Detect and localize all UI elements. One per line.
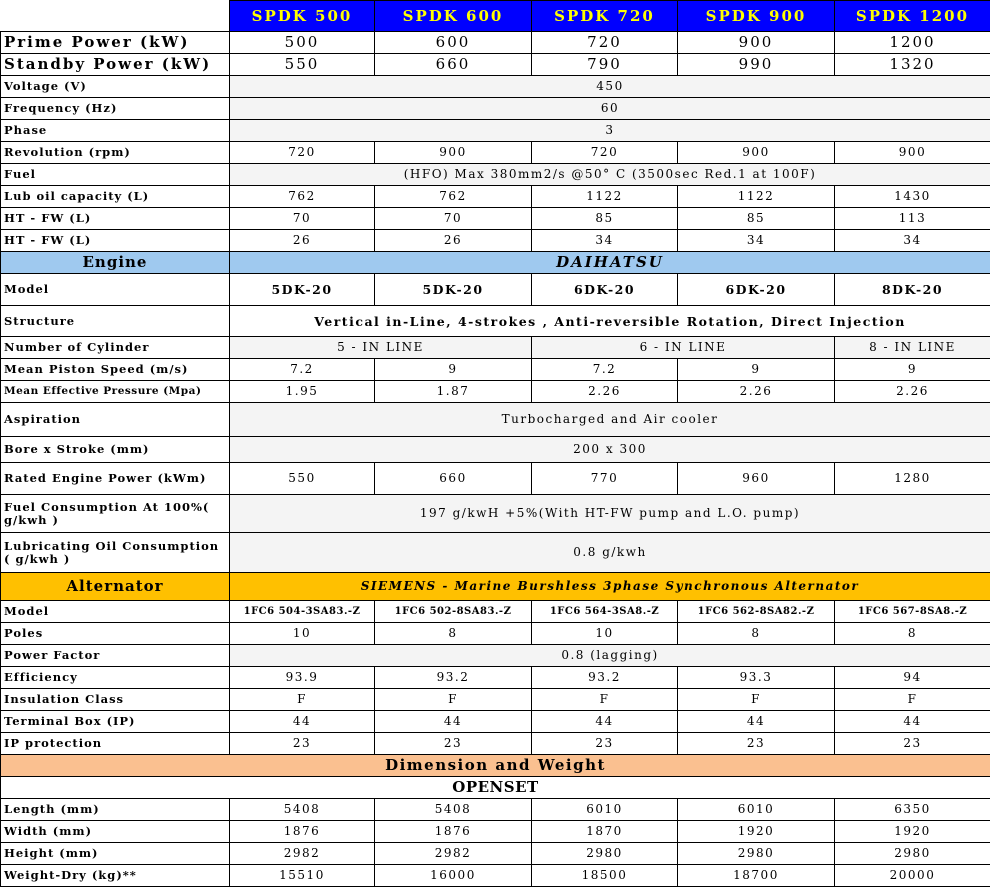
section-title: Engine (1, 252, 230, 274)
prime-power-row (1, 32, 990, 54)
cell: 8DK-20 (835, 274, 990, 306)
terminal-box-row (1, 711, 990, 733)
cell: 20000 (835, 865, 990, 887)
cell: 900 (835, 142, 990, 164)
phase-row (1, 120, 990, 142)
section-title: Alternator (1, 573, 230, 601)
row-label: Frequency (Hz) (1, 98, 230, 120)
lub-oil-row (1, 186, 990, 208)
cell: 660 (375, 463, 532, 495)
model-header: SPDK 1200 (835, 1, 990, 32)
cell: 113 (835, 208, 990, 230)
row-label: Width (mm) (1, 821, 230, 843)
cell: 44 (230, 711, 375, 733)
spanned-cell: 0.8 g/kwh (230, 533, 990, 573)
cell: 1122 (532, 186, 678, 208)
cell: 6350 (835, 799, 990, 821)
section-title: Dimension and Weight (1, 755, 990, 777)
cell: F (230, 689, 375, 711)
pressure-row (1, 381, 990, 403)
rated-power-row (1, 463, 990, 495)
cell: 2982 (230, 843, 375, 865)
cell: 960 (678, 463, 835, 495)
width-row (1, 821, 990, 843)
cell: 720 (230, 142, 375, 164)
power-factor-row (1, 645, 990, 667)
row-label: Revolution (rpm) (1, 142, 230, 164)
cell: 26 (230, 230, 375, 252)
spanned-cell: 200 x 300 (230, 437, 990, 463)
cell: 720 (532, 32, 678, 54)
cell: 5408 (230, 799, 375, 821)
row-label: Number of Cylinder (1, 337, 230, 359)
cell: 16000 (375, 865, 532, 887)
cylinder-row (1, 337, 990, 359)
cell: 7.2 (532, 359, 678, 381)
row-label: Lub oil capacity (L) (1, 186, 230, 208)
row-label: Mean Piston Speed (m/s) (1, 359, 230, 381)
cell: 93.9 (230, 667, 375, 689)
cell: 1920 (835, 821, 990, 843)
model-header: SPDK 500 (230, 1, 375, 32)
cell: 23 (230, 733, 375, 755)
row-label: Model (1, 601, 230, 623)
cell: 550 (230, 463, 375, 495)
cell: 9 (678, 359, 835, 381)
cell: 34 (835, 230, 990, 252)
row-label: Mean Effective Pressure (Mpa) (1, 381, 230, 403)
spanned-cell: 60 (230, 98, 990, 120)
structure-row (1, 306, 990, 337)
cell: 550 (230, 54, 375, 76)
cell: 600 (375, 32, 532, 54)
cell: 5 - IN LINE (230, 337, 532, 359)
cell: 18700 (678, 865, 835, 887)
row-label: Weight-Dry (kg)** (1, 865, 230, 887)
cell: 762 (230, 186, 375, 208)
cell: 9 (375, 359, 532, 381)
row-label: Voltage (V) (1, 76, 230, 98)
cell: 762 (375, 186, 532, 208)
cell: 770 (532, 463, 678, 495)
cell: 6DK-20 (532, 274, 678, 306)
cell: 10 (230, 623, 375, 645)
cell: 44 (532, 711, 678, 733)
row-label: Terminal Box (IP) (1, 711, 230, 733)
cell: 26 (375, 230, 532, 252)
spanned-cell: Turbocharged and Air cooler (230, 403, 990, 437)
cell: 18500 (532, 865, 678, 887)
cell: 6 - IN LINE (532, 337, 835, 359)
length-row (1, 799, 990, 821)
cell: 85 (678, 208, 835, 230)
cell: 15510 (230, 865, 375, 887)
row-label: Model (1, 274, 230, 306)
fuel-row (1, 164, 990, 186)
cell: 23 (532, 733, 678, 755)
cell: 2.26 (835, 381, 990, 403)
cell: 720 (532, 142, 678, 164)
efficiency-row (1, 667, 990, 689)
cell: F (375, 689, 532, 711)
row-label: Insulation Class (1, 689, 230, 711)
cell: F (678, 689, 835, 711)
cell: 9 (835, 359, 990, 381)
cell: 1320 (835, 54, 990, 76)
cell: 6010 (678, 799, 835, 821)
cell: 8 - IN LINE (835, 337, 990, 359)
poles-row (1, 623, 990, 645)
cell: 1FC6 562-8SA82.-Z (678, 601, 835, 623)
cell: 34 (532, 230, 678, 252)
cell: 990 (678, 54, 835, 76)
cell: 44 (375, 711, 532, 733)
cell: 2982 (375, 843, 532, 865)
cell: 94 (835, 667, 990, 689)
height-row (1, 843, 990, 865)
row-label: Structure (1, 306, 230, 337)
row-label: Length (mm) (1, 799, 230, 821)
cell: F (532, 689, 678, 711)
spanned-cell: 0.8 (lagging) (230, 645, 990, 667)
row-label: Fuel Consumption At 100%( g/kwh ) (1, 495, 230, 533)
aspiration-row (1, 403, 990, 437)
cell: 8 (375, 623, 532, 645)
cell: 900 (375, 142, 532, 164)
row-label: Power Factor (1, 645, 230, 667)
cell: 70 (230, 208, 375, 230)
ip-protection-row (1, 733, 990, 755)
row-label: Efficiency (1, 667, 230, 689)
cell: 1FC6 564-3SA8.-Z (532, 601, 678, 623)
row-label: HT - FW (L) (1, 230, 230, 252)
dimension-section-row (1, 755, 990, 777)
cell: 1.95 (230, 381, 375, 403)
alternator-section-row (1, 573, 990, 601)
cell: 5DK-20 (375, 274, 532, 306)
alternator-model-row (1, 601, 990, 623)
cell: 1FC6 567-8SA8.-Z (835, 601, 990, 623)
cell: 1876 (230, 821, 375, 843)
spanned-cell: 197 g/kwH +5%(With HT-FW pump and L.O. pump) (230, 495, 990, 533)
cell: 2980 (532, 843, 678, 865)
cell: 7.2 (230, 359, 375, 381)
row-label: Standby Power (kW) (1, 54, 230, 76)
cell: 1.87 (375, 381, 532, 403)
alternator-brand: SIEMENS - Marine Burshless 3phase Synchronous Alternator (230, 573, 990, 601)
cell: 900 (678, 142, 835, 164)
cell: 85 (532, 208, 678, 230)
bore-row (1, 437, 990, 463)
ht-fw-row (1, 230, 990, 252)
cell: 93.2 (532, 667, 678, 689)
engine-section-row (1, 252, 990, 274)
cell: 2980 (835, 843, 990, 865)
cell: 93.3 (678, 667, 835, 689)
cell: 23 (375, 733, 532, 755)
row-label: Height (mm) (1, 843, 230, 865)
cell: 6010 (532, 799, 678, 821)
cell: 44 (678, 711, 835, 733)
fuel-consumption-row (1, 495, 990, 533)
engine-brand: DAIHATSU (230, 252, 990, 274)
cell: 93.2 (375, 667, 532, 689)
row-label: Lubricating Oil Consumption ( g/kwh ) (1, 533, 230, 573)
header-corner (1, 1, 230, 32)
revolution-row (1, 142, 990, 164)
row-label: Fuel (1, 164, 230, 186)
cell: 1280 (835, 463, 990, 495)
cell: 5408 (375, 799, 532, 821)
cell: 8 (678, 623, 835, 645)
row-label: Aspiration (1, 403, 230, 437)
row-label: Phase (1, 120, 230, 142)
cell: 23 (835, 733, 990, 755)
standby-power-row (1, 54, 990, 76)
cell: 34 (678, 230, 835, 252)
cell: 1122 (678, 186, 835, 208)
cell: 5DK-20 (230, 274, 375, 306)
cell: 2.26 (678, 381, 835, 403)
cell: 44 (835, 711, 990, 733)
cell: 1200 (835, 32, 990, 54)
cell: 900 (678, 32, 835, 54)
row-label: Prime Power (kW) (1, 32, 230, 54)
lube-consumption-row (1, 533, 990, 573)
frequency-row (1, 98, 990, 120)
row-label: Poles (1, 623, 230, 645)
cell: F (835, 689, 990, 711)
cell: 70 (375, 208, 532, 230)
cell: 1876 (375, 821, 532, 843)
cell: 2.26 (532, 381, 678, 403)
subsection-title: OPENSET (1, 777, 990, 799)
cell: 660 (375, 54, 532, 76)
cell: 500 (230, 32, 375, 54)
cell: 790 (532, 54, 678, 76)
model-header: SPDK 900 (678, 1, 835, 32)
engine-model-row (1, 274, 990, 306)
row-label: IP protection (1, 733, 230, 755)
spanned-cell: 3 (230, 120, 990, 142)
model-header: SPDK 600 (375, 1, 532, 32)
cell: 8 (835, 623, 990, 645)
header-row (1, 1, 990, 32)
cell: 1870 (532, 821, 678, 843)
insulation-row (1, 689, 990, 711)
cell: 10 (532, 623, 678, 645)
voltage-row (1, 76, 990, 98)
model-header: SPDK 720 (532, 1, 678, 32)
ht-fw-row (1, 208, 990, 230)
spanned-cell: Vertical in-Line, 4-strokes , Anti-reversible Rotation, Direct Injection (230, 306, 990, 337)
spanned-cell: 450 (230, 76, 990, 98)
cell: 2980 (678, 843, 835, 865)
piston-speed-row (1, 359, 990, 381)
openset-row (1, 777, 990, 799)
spanned-cell: (HFO) Max 380mm2/s @50° C (3500sec Red.1 at 100F) (230, 164, 990, 186)
cell: 1430 (835, 186, 990, 208)
cell: 1FC6 502-8SA83.-Z (375, 601, 532, 623)
cell: 1FC6 504-3SA83.-Z (230, 601, 375, 623)
row-label: HT - FW (L) (1, 208, 230, 230)
row-label: Rated Engine Power (kWm) (1, 463, 230, 495)
row-label: Bore x Stroke (mm) (1, 437, 230, 463)
weight-row (1, 865, 990, 887)
cell: 6DK-20 (678, 274, 835, 306)
cell: 1920 (678, 821, 835, 843)
cell: 23 (678, 733, 835, 755)
